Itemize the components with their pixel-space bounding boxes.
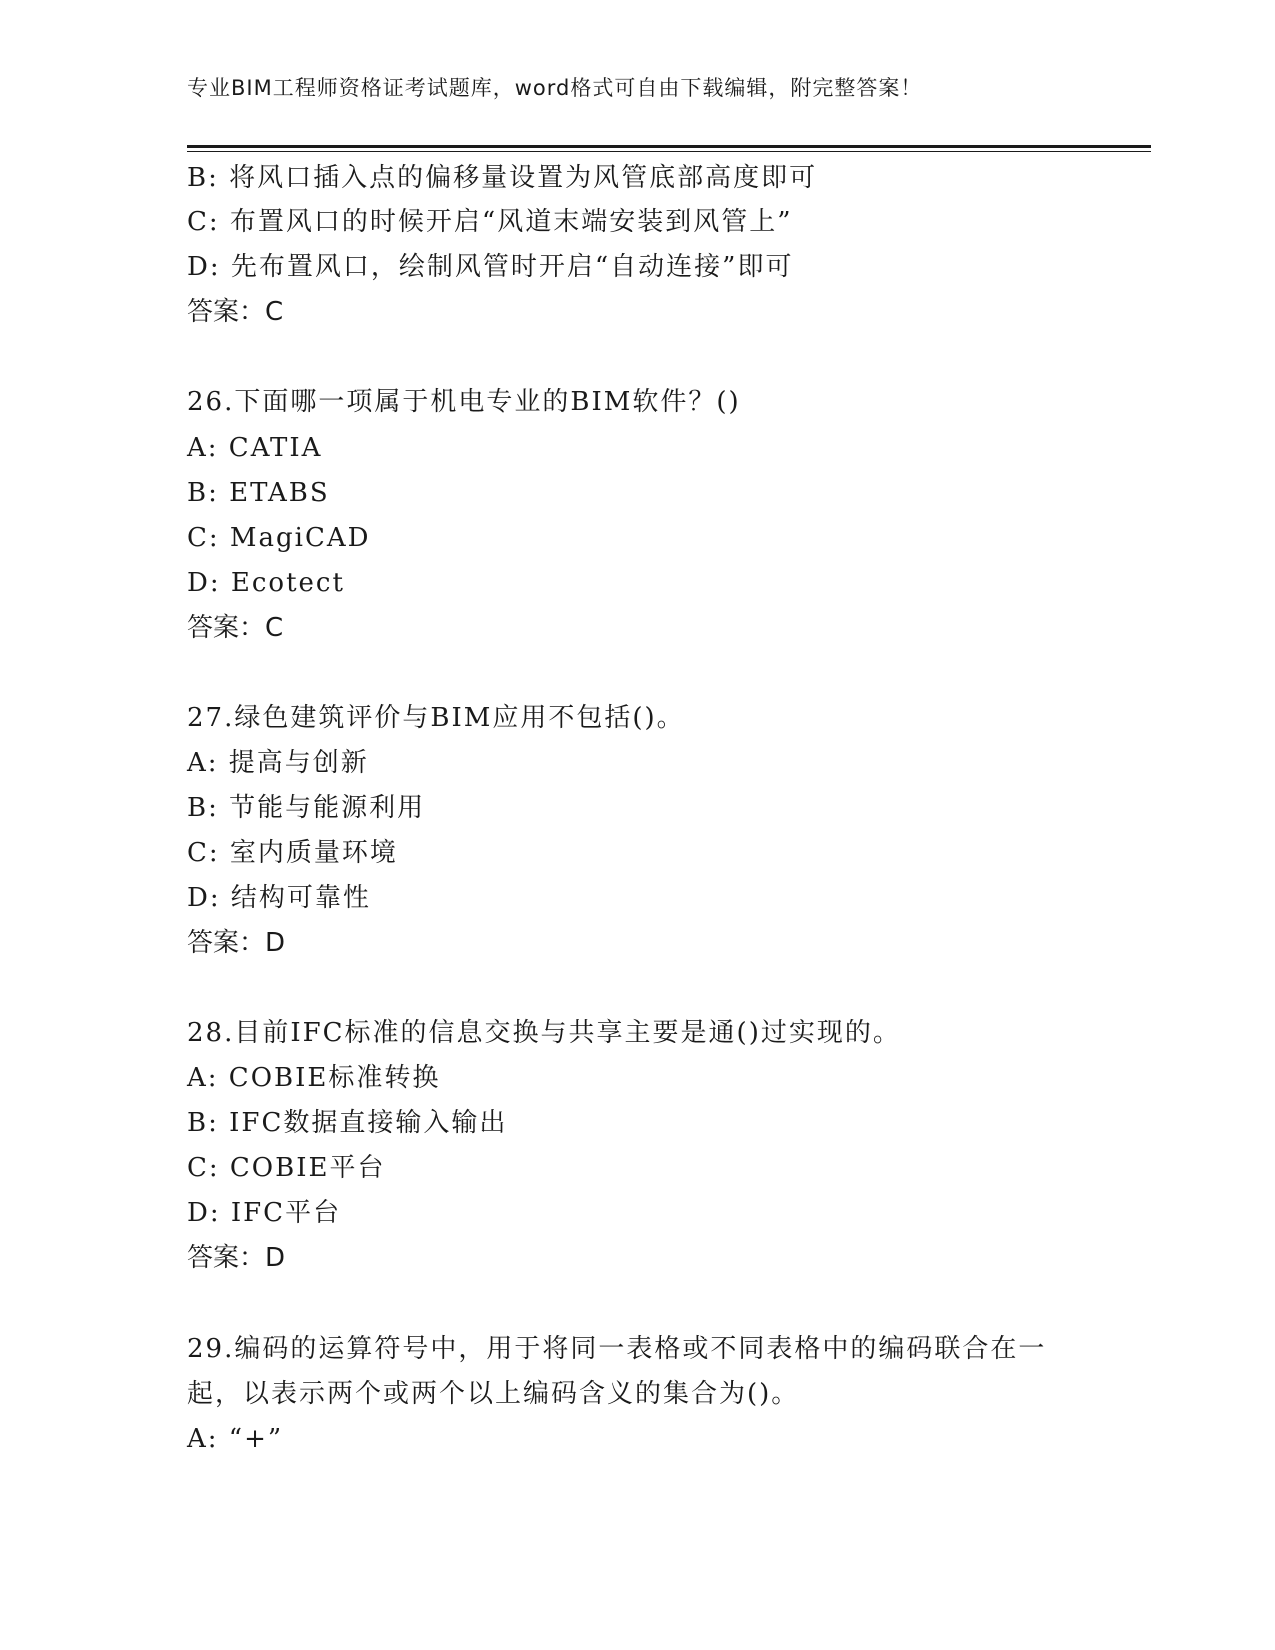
- answer-line: 答案：D: [187, 928, 286, 958]
- question-line: 26.下面哪一项属于机电专业的BIM软件？(): [187, 387, 741, 417]
- option-line: A: 提高与创新: [187, 748, 369, 778]
- option-line: D: IFC平台: [187, 1198, 342, 1228]
- question-line: 28.目前IFC标准的信息交换与共享主要是通()过实现的。: [187, 1018, 901, 1048]
- question-line: 27.绿色建筑评价与BIM应用不包括()。: [187, 703, 685, 733]
- option-line: C: MagiCAD: [187, 523, 371, 553]
- option-line: D: Ecotect: [187, 568, 345, 598]
- option-line: A: CATIA: [187, 433, 323, 463]
- option-line: D: 先布置风口，绘制风管时开启“自动连接”即可: [187, 252, 794, 282]
- option-line: B: ETABS: [187, 478, 330, 508]
- question-line: 29.编码的运算符号中，用于将同一表格或不同表格中的编码联合在一: [187, 1334, 1047, 1364]
- header-rule-thick: [187, 145, 1151, 148]
- answer-line: 答案：D: [187, 1243, 286, 1273]
- option-line: B: IFC数据直接输入输出: [187, 1108, 508, 1138]
- option-line: B: 将风口插入点的偏移量设置为风管底部高度即可: [187, 163, 818, 193]
- option-line: C: COBIE平台: [187, 1153, 386, 1183]
- option-line: B: 节能与能源利用: [187, 793, 426, 823]
- option-line: C: 布置风口的时候开启“风道末端安装到风管上”: [187, 207, 793, 237]
- page-header: 专业BIM工程师资格证考试题库，word格式可自由下载编辑，附完整答案！: [187, 76, 923, 100]
- header-rule-thin: [187, 151, 1151, 152]
- option-line: D: 结构可靠性: [187, 883, 371, 913]
- option-line: A: COBIE标准转换: [187, 1063, 441, 1093]
- option-line: C: 室内质量环境: [187, 838, 398, 868]
- answer-line: 答案：C: [187, 613, 284, 643]
- question-line: 起，以表示两个或两个以上编码含义的集合为()。: [187, 1379, 800, 1409]
- option-line: A: “+”: [187, 1424, 284, 1454]
- answer-line: 答案：C: [187, 297, 284, 327]
